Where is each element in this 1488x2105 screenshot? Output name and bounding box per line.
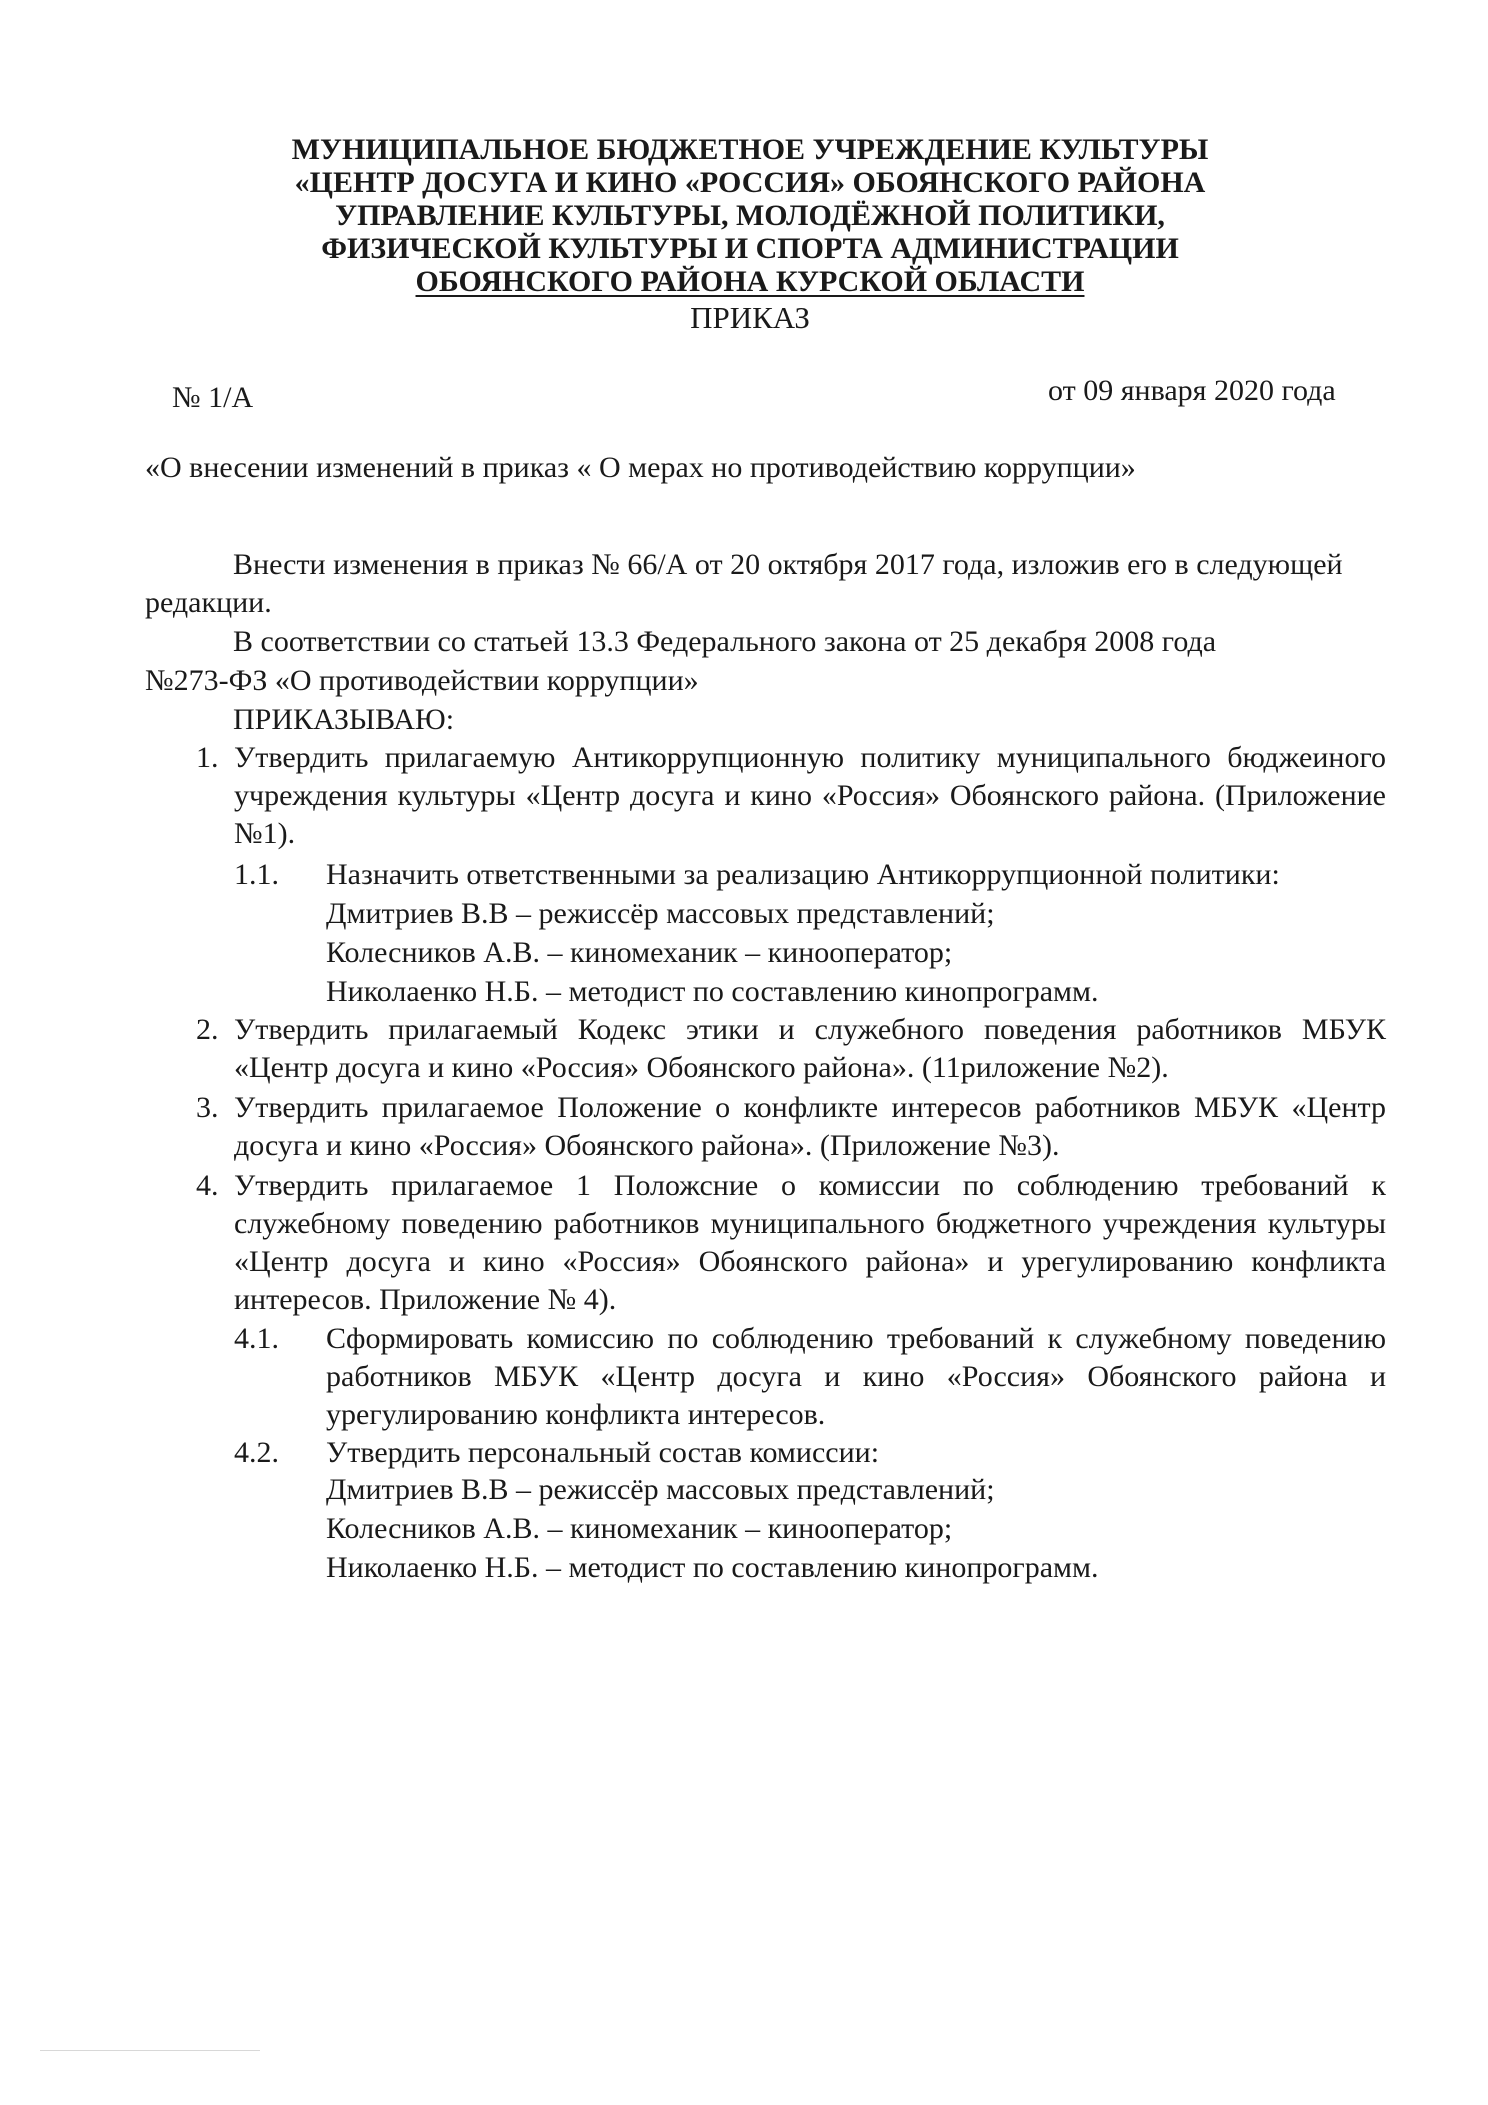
person-line: Николаенко Н.Б. – методист по составлению кинопрограмм. — [326, 975, 1099, 1008]
legal-basis-line-2: №273-ФЗ «О противодействии коррупции» — [145, 664, 699, 697]
person-line: Николаенко Н.Б. – методист по составлению кинопрограмм. — [326, 1551, 1099, 1584]
person-line: Дмитриев В.В – режиссёр массовых представлений; — [326, 1473, 995, 1506]
list-item-number: 4. — [196, 1169, 219, 1202]
document-type: ПРИКАЗ — [690, 300, 810, 335]
header-line-4: ФИЗИЧЕСКОЙ КУЛЬТУРЫ И СПОРТА АДМИНИСТРАЦИИ — [321, 232, 1179, 265]
order-keyword: ПРИКАЗЫВАЮ: — [233, 703, 455, 736]
list-item-text: Утвердить прилагаемый Кодекс этики и служебного поведения работников МБУК «Центр досуга и кино «Россия» Обоянского района». (11риложение №2). — [234, 1013, 1386, 1084]
list-item-text: Назначить ответственными за реализацию Антикоррупционной политики: — [326, 858, 1280, 891]
header-line-3: УПРАВЛЕНИЕ КУЛЬТУРЫ, МОЛОДЁЖНОЙ ПОЛИТИКИ, — [335, 199, 1165, 232]
list-item-number: 3. — [196, 1091, 219, 1124]
amendment-paragraph: Внести изменения в приказ № 66/А от 20 октября 2017 года, изложив его в следующей редакции. — [145, 548, 1343, 619]
list-item-number: 4.1. — [234, 1322, 279, 1355]
list-item-text: Утвердить прилагаемое 1 Положсние о комиссии по соблюдению требований к служебному поведению работников муниципального бюджетного учреждения культуры «Центр досуга и кино «Россия» Обоянского района» и урегулированию конфликта интересов. Приложение № 4). — [234, 1169, 1386, 1316]
person-line: Дмитриев В.В – режиссёр массовых представлений; — [326, 897, 995, 930]
commission-members-list — [326, 1470, 1099, 1587]
list-item-number: 1.1. — [234, 858, 279, 891]
list-item-number: 1. — [196, 741, 219, 774]
responsible-persons-list — [326, 894, 1099, 1011]
order-date: от 09 января 2020 года — [1048, 374, 1336, 407]
list-item-text: Сформировать комиссию по соблюдению требований к служебному поведению работников МБУК «Центр досуга и кино «Россия» Обоянского района и урегулированию конфликта интересов. — [326, 1322, 1386, 1431]
person-line: Колесников А.В. – киномеханик – кинооператор; — [326, 1512, 953, 1545]
list-item-number: 2. — [196, 1013, 219, 1046]
header-line-1: МУНИЦИПАЛЬНОЕ БЮДЖЕТНОЕ УЧРЕЖДЕНИЕ КУЛЬТУРЫ — [291, 133, 1209, 166]
header-line-5: ОБОЯНСКОГО РАЙОНА КУРСКОЙ ОБЛАСТИ — [415, 265, 1085, 298]
person-line: Колесников А.В. – киномеханик – кинооператор; — [326, 936, 953, 969]
scan-edge-line — [40, 2050, 260, 2051]
list-item-number: 4.2. — [234, 1436, 279, 1469]
order-subject: «О внесении изменений в приказ « О мерах но противодействию коррупции» — [145, 451, 1136, 484]
header-line-2: «ЦЕНТР ДОСУГА И КИНО «РОССИЯ» ОБОЯНСКОГО РАЙОНА — [294, 166, 1206, 199]
list-item-text: Утвердить прилагаемое Положение о конфликте интересов работников МБУК «Центр досуга и кино «Россия» Обоянского района». (Приложение №3). — [234, 1091, 1386, 1162]
list-item-text: Утвердить прилагаемую Антикоррупционную политику муниципального бюджеиного учреждения культуры «Центр досуга и кино «Россия» Обоянского района. (Приложение №1). — [234, 741, 1386, 850]
list-item-text: Утвердить персональный состав комиссии: — [326, 1436, 880, 1469]
order-number: № 1/А — [172, 381, 254, 414]
legal-basis-line-1: В соответствии со статьей 13.3 Федерального закона от 25 декабря 2008 года — [233, 625, 1217, 658]
organization-header — [250, 133, 1250, 298]
